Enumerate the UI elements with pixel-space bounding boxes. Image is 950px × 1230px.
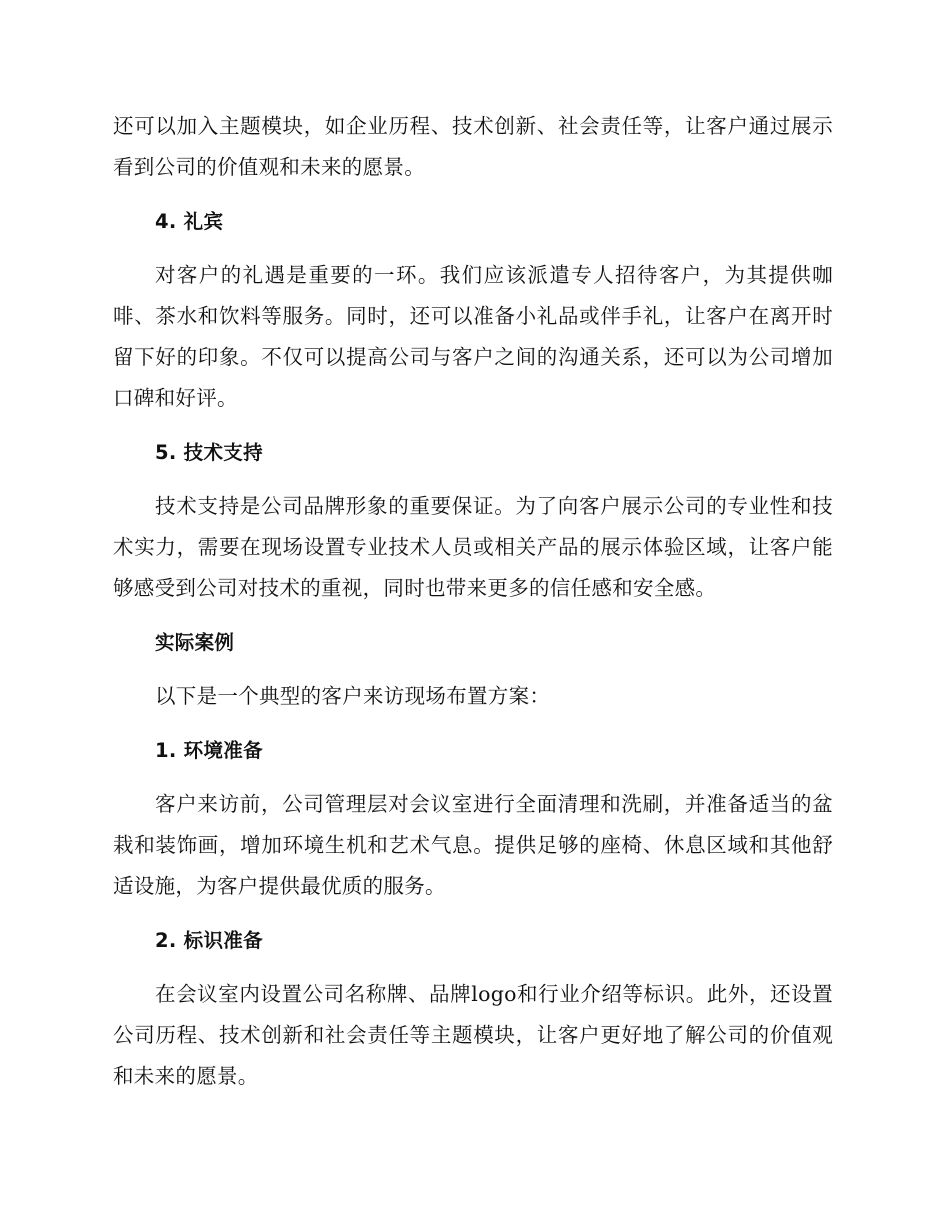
paragraph-reception: 对客户的礼遇是重要的一环。我们应该派遣专人招待客户，为其提供咖啡、茶水和饮料等服务。同时，还可以准备小礼品或伴手礼，让客户在离开时留下好的印象。不仅可以提高公司与客户之间的沟通关系，还可以为公司增加口碑和好评。 — [113, 263, 833, 410]
paragraph-case-intro: 以下是一个典型的客户来访现场布置方案： — [155, 684, 551, 708]
section-heading-environment: 1. 环境准备 — [155, 739, 263, 762]
section-heading-signage: 2. 标识准备 — [155, 929, 263, 952]
paragraph-signage: 在会议室内设置公司名称牌、品牌logo和行业介绍等标识。此外，还设置公司历程、技术创新和社会责任等主题模块，让客户更好地了解公司的价值观和未来的愿景。 — [113, 982, 833, 1088]
paragraph-continuation: 还可以加入主题模块，如企业历程、技术创新、社会责任等，让客户通过展示看到公司的价值观和未来的愿景。 — [113, 114, 833, 179]
section-heading-reception: 4. 礼宾 — [155, 210, 224, 233]
section-heading-case-study: 实际案例 — [155, 631, 235, 654]
paragraph-tech-support: 技术支持是公司品牌形象的重要保证。为了向客户展示公司的专业性和技术实力，需要在现场设置专业技术人员或相关产品的展示体验区域，让客户能够感受到公司对技术的重视，同时也带来更多的信任感和安全感。 — [113, 494, 833, 600]
paragraph-environment: 客户来访前，公司管理层对会议室进行全面清理和洗刷，并准备适当的盆栽和装饰画，增加环境生机和艺术气息。提供足够的座椅、休息区域和其他舒适设施，为客户提供最优质的服务。 — [113, 792, 833, 898]
document-body — [113, 106, 833, 1110]
section-heading-tech-support: 5. 技术支持 — [155, 441, 263, 464]
